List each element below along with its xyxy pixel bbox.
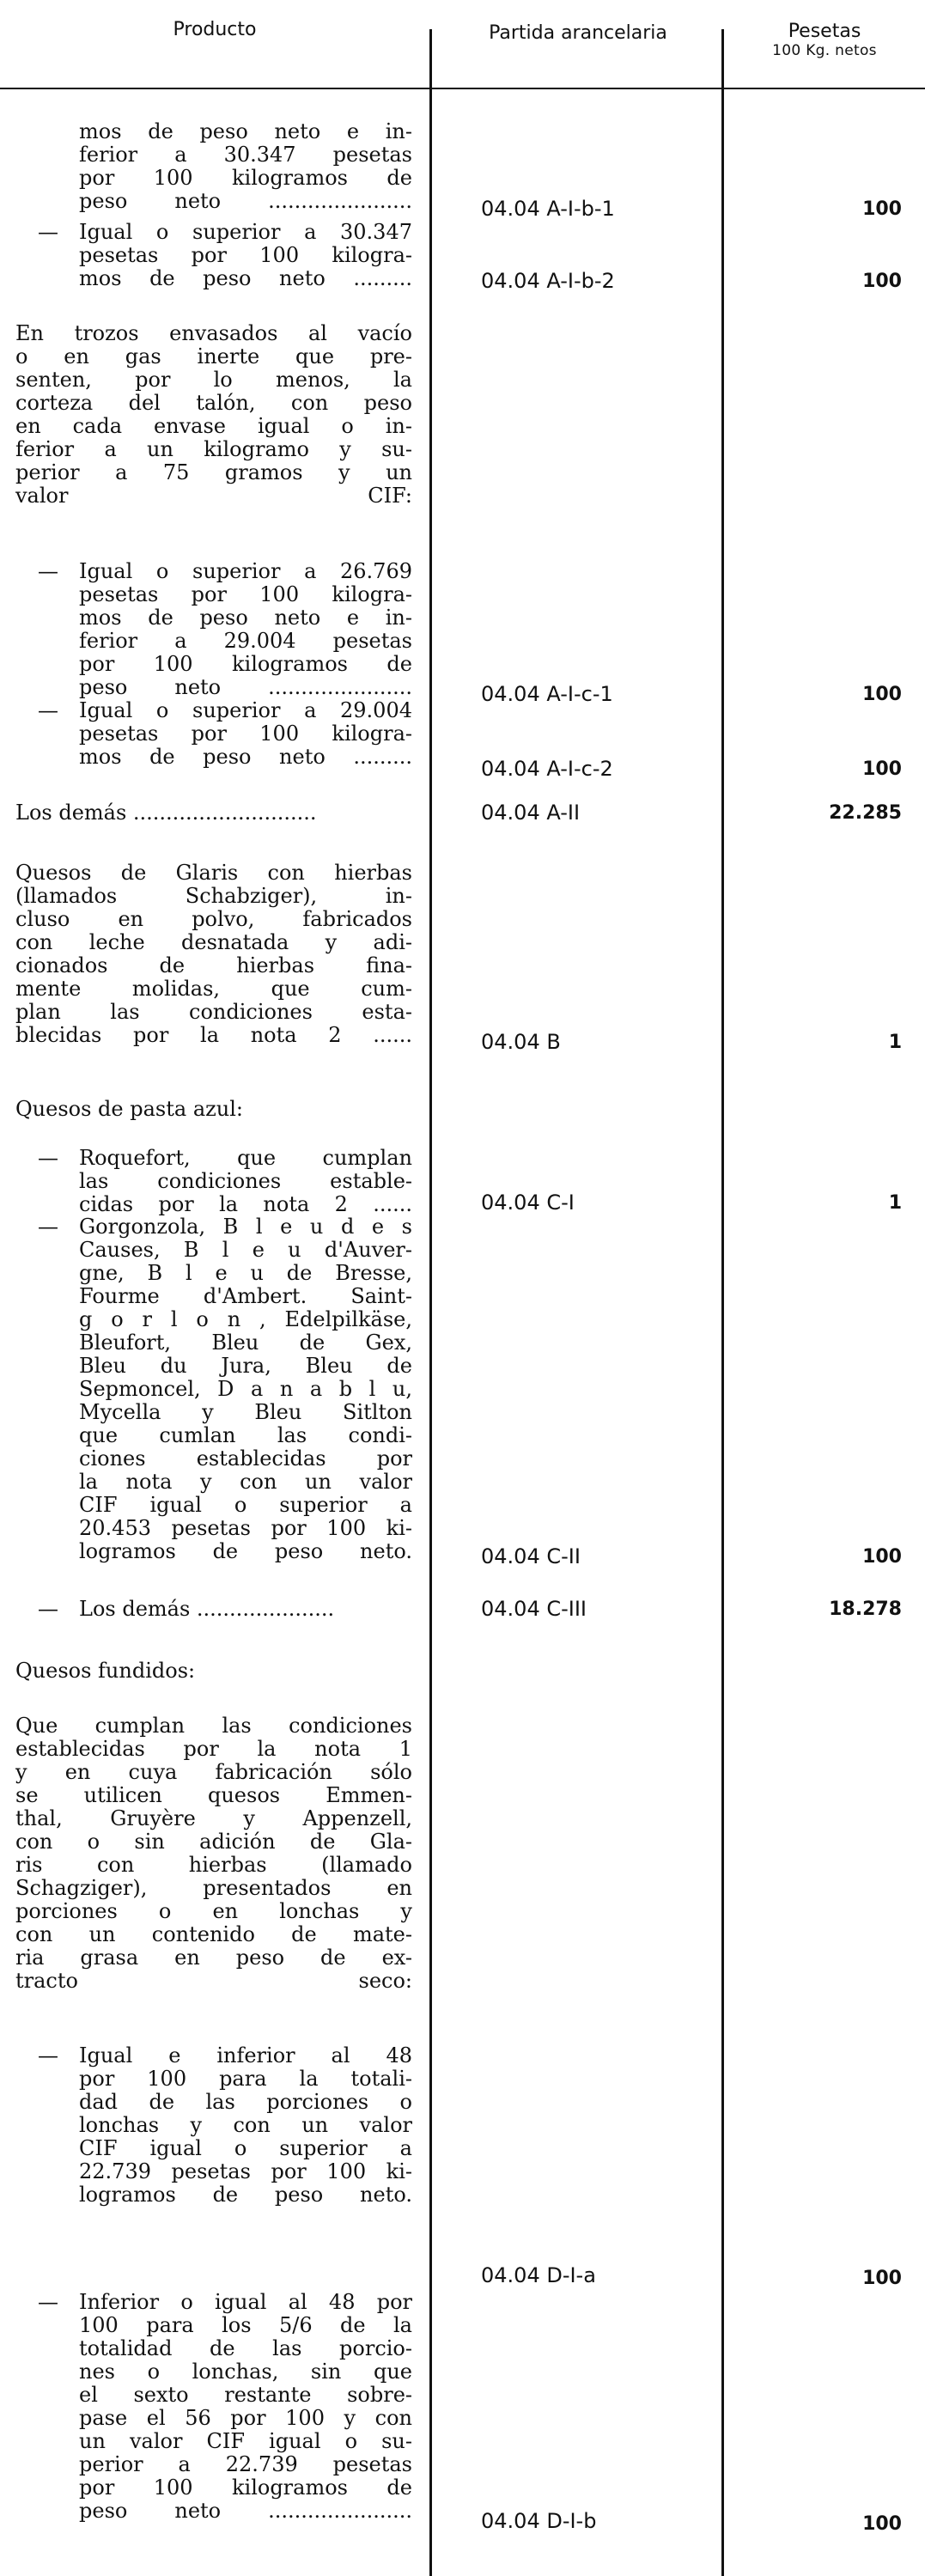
text-line: mos de peso neto ......... bbox=[79, 745, 412, 769]
text-line: en cada envase igual o in- bbox=[15, 414, 412, 438]
text-line: logramos de peso neto. bbox=[79, 1539, 412, 1563]
pesetas-value: 18.278 bbox=[829, 1599, 902, 1620]
header-pesetas bbox=[724, 22, 925, 60]
pesetas-value: 100 bbox=[862, 198, 902, 220]
text-line: En trozos envasados al vacío bbox=[15, 321, 412, 345]
text-line: plan las condiciones esta- bbox=[15, 1000, 412, 1024]
text-line: lonchas y con un valor bbox=[79, 2113, 412, 2137]
dash-bullet: — bbox=[38, 698, 58, 722]
text-line: Que cumplan las condiciones bbox=[15, 1714, 412, 1738]
text-line: thal, Gruyère y Appenzell, bbox=[15, 1806, 412, 1830]
text-line: Schagziger), presentados en bbox=[15, 1876, 412, 1900]
text-line: peso neto ...................... bbox=[79, 675, 412, 699]
row-text-10 bbox=[79, 2044, 412, 2207]
tariff-code: 04.04 A-I-b-1 bbox=[481, 197, 615, 221]
text-line: ferior a 30.347 pesetas bbox=[79, 143, 412, 167]
text-line: Igual o superior a 26.769 bbox=[79, 559, 412, 583]
section-intro-condiciones bbox=[15, 1714, 412, 1993]
text-line: senten, por lo menos, la bbox=[15, 368, 412, 392]
text-line: logramos de peso neto. bbox=[79, 2183, 412, 2207]
text-line: que cumlan las condi- bbox=[79, 1423, 412, 1447]
text-line: peso neto ...................... bbox=[79, 189, 412, 213]
header-rule bbox=[0, 88, 925, 89]
tariff-code: 04.04 A-I-b-2 bbox=[481, 269, 615, 293]
text-line: mos de peso neto e in- bbox=[79, 119, 412, 143]
header-partida-arancelaria: Partida arancelaria bbox=[489, 22, 667, 44]
tariff-code: 04.04 D-I-a bbox=[481, 2263, 596, 2287]
dash-bullet: — bbox=[38, 559, 58, 583]
text-line: pesetas por 100 kilogra- bbox=[79, 243, 412, 267]
section-intro-fundidos bbox=[15, 1659, 412, 1683]
dash-bullet: — bbox=[38, 1215, 58, 1239]
text-line: Quesos de Glaris con hierbas bbox=[15, 861, 412, 885]
header-pesetas-unit: 100 Kg. netos bbox=[772, 42, 877, 59]
tariff-code: 04.04 C-III bbox=[481, 1597, 587, 1621]
text-line: el sexto restante sobre- bbox=[79, 2383, 412, 2407]
text-line: Fourme d'Ambert. Saint- bbox=[79, 1284, 412, 1308]
text-line: ciones establecidas por bbox=[79, 1446, 412, 1471]
text-line: Roquefort, que cumplan bbox=[79, 1146, 412, 1170]
text-line: Los demás ............................ bbox=[15, 801, 317, 825]
text-line: totalidad de las porcio- bbox=[79, 2336, 412, 2360]
text-line: con leche desnatada y adi- bbox=[15, 930, 412, 954]
text-line: por 100 para la totali- bbox=[79, 2067, 412, 2091]
pesetas-value: 100 bbox=[862, 271, 902, 292]
tariff-code: 04.04 C-I bbox=[481, 1191, 575, 1215]
row-text-3 bbox=[79, 560, 412, 699]
row-text-9 bbox=[79, 1598, 412, 1621]
pesetas-value: 100 bbox=[862, 758, 902, 780]
text-line: 100 para los 5/6 de la bbox=[79, 2313, 412, 2337]
text-line: mos de peso neto ......... bbox=[79, 266, 412, 290]
text-line: g o r l o n , Edelpilkäse, bbox=[79, 1307, 412, 1331]
tariff-code: 04.04 D-I-b bbox=[481, 2509, 597, 2533]
dash-bullet: — bbox=[38, 1597, 58, 1621]
tariff-code: 04.04 C-II bbox=[481, 1544, 581, 1568]
text-line: CIF igual o superior a bbox=[79, 1493, 412, 1517]
text-line: Mycella y Bleu Sitlton bbox=[79, 1400, 412, 1424]
row-text-11 bbox=[79, 2291, 412, 2523]
text-line: pase el 56 por 100 y con bbox=[79, 2406, 412, 2430]
text-line: Los demás ..................... bbox=[79, 1597, 335, 1621]
text-line: Igual o superior a 29.004 bbox=[79, 698, 412, 722]
text-line: porciones o en lonchas y bbox=[15, 1899, 412, 1923]
text-line: cluso en polvo, fabricados bbox=[15, 907, 412, 931]
text-line: Igual e inferior al 48 bbox=[79, 2043, 412, 2067]
text-line: y en cuya fabricación sólo bbox=[15, 1760, 412, 1784]
header-pesetas-label: Pesetas bbox=[788, 21, 861, 42]
text-line: cionados de hierbas fina- bbox=[15, 953, 412, 977]
pesetas-value: 1 bbox=[888, 1192, 902, 1214]
tariff-code: 04.04 A-I-c-1 bbox=[481, 682, 613, 706]
text-line: Inferior o igual al 48 por bbox=[79, 2290, 412, 2314]
pesetas-value: 100 bbox=[862, 684, 902, 705]
text-line: pesetas por 100 kilogra- bbox=[79, 582, 412, 606]
text-line: por 100 kilogramos de bbox=[79, 2476, 412, 2500]
pesetas-value: 100 bbox=[862, 2268, 902, 2289]
text-line: nes o lonchas, sin que bbox=[79, 2360, 412, 2384]
dash-bullet: — bbox=[38, 2290, 58, 2314]
text-line: Bleufort, Bleu de Gex, bbox=[79, 1331, 412, 1355]
row-text-6 bbox=[15, 862, 412, 1047]
text-line: cidas por la nota 2 ...... bbox=[79, 1192, 412, 1216]
text-line: perior a 75 gramos y un bbox=[15, 460, 412, 484]
text-line: un valor CIF igual o su- bbox=[79, 2429, 412, 2453]
text-line: la nota y con un valor bbox=[79, 1470, 412, 1494]
text-line: Quesos de pasta azul: bbox=[15, 1097, 243, 1121]
section-intro-pasta-azul bbox=[15, 1098, 412, 1121]
row-text-1 bbox=[79, 120, 412, 213]
text-line: Igual o superior a 30.347 bbox=[79, 220, 412, 244]
dash-bullet: — bbox=[38, 1146, 58, 1170]
text-line: establecidas por la nota 1 bbox=[15, 1737, 412, 1761]
pesetas-value: 100 bbox=[862, 2513, 902, 2535]
text-line: peso neto ...................... bbox=[79, 2499, 412, 2523]
text-line: con un contenido de mate- bbox=[15, 1922, 412, 1946]
text-line: Sepmoncel, D a n a b l u, bbox=[79, 1377, 412, 1401]
pesetas-value: 100 bbox=[862, 1546, 902, 1568]
text-line: gne, B l e u de Bresse, bbox=[79, 1261, 412, 1285]
row-text-7 bbox=[79, 1147, 412, 1216]
pesetas-value: 1 bbox=[888, 1032, 902, 1053]
dash-bullet: — bbox=[38, 220, 58, 244]
row-text-8 bbox=[79, 1215, 412, 1563]
text-line: con o sin adición de Gla- bbox=[15, 1830, 412, 1854]
text-line: 20.453 pesetas por 100 ki- bbox=[79, 1516, 412, 1540]
text-line: por 100 kilogramos de bbox=[79, 652, 412, 676]
text-line: valor CIF: bbox=[15, 484, 412, 508]
text-line: ria grasa en peso de ex- bbox=[15, 1946, 412, 1970]
text-line: perior a 22.739 pesetas bbox=[79, 2452, 412, 2476]
text-line: las condiciones estable- bbox=[79, 1169, 412, 1193]
section-intro-trozos bbox=[15, 322, 412, 508]
text-line: Quesos fundidos: bbox=[15, 1659, 196, 1683]
tariff-code: 04.04 B bbox=[481, 1030, 561, 1054]
text-line: dad de las porciones o bbox=[79, 2090, 412, 2114]
dash-bullet: — bbox=[38, 2043, 58, 2067]
tariff-code: 04.04 A-II bbox=[481, 801, 581, 825]
text-line: (llamados Schabziger), in- bbox=[15, 884, 412, 908]
text-line: ferior a 29.004 pesetas bbox=[79, 629, 412, 653]
text-line: Gorgonzola, B l e u d e s bbox=[79, 1215, 412, 1239]
column-divider-right bbox=[721, 29, 724, 2576]
text-line: blecidas por la nota 2 ...... bbox=[15, 1023, 412, 1047]
text-line: Bleu du Jura, Bleu de bbox=[79, 1354, 412, 1378]
text-line: ris con hierbas (llamado bbox=[15, 1853, 412, 1877]
text-line: o en gas inerte que pre- bbox=[15, 344, 412, 368]
text-line: tracto seco: bbox=[15, 1969, 412, 1993]
text-line: mente molidas, que cum- bbox=[15, 977, 412, 1001]
text-line: pesetas por 100 kilogra- bbox=[79, 722, 412, 746]
pesetas-value: 22.285 bbox=[829, 802, 902, 824]
text-line: corteza del talón, con peso bbox=[15, 391, 412, 415]
row-text-4 bbox=[79, 699, 412, 769]
text-line: ferior a un kilogramo y su- bbox=[15, 437, 412, 461]
column-divider-left bbox=[429, 29, 432, 2576]
text-line: Causes, B l e u d'Auver- bbox=[79, 1238, 412, 1262]
text-line: se utilicen quesos Emmen- bbox=[15, 1783, 412, 1807]
tariff-code: 04.04 A-I-c-2 bbox=[481, 757, 613, 781]
text-line: mos de peso neto e in- bbox=[79, 606, 412, 630]
text-line: CIF igual o superior a bbox=[79, 2136, 412, 2160]
text-line: 22.739 pesetas por 100 ki- bbox=[79, 2159, 412, 2183]
row-text-2 bbox=[79, 221, 412, 290]
row-text-5 bbox=[15, 801, 412, 825]
text-line: por 100 kilogramos de bbox=[79, 166, 412, 190]
header-producto: Producto bbox=[173, 19, 257, 40]
